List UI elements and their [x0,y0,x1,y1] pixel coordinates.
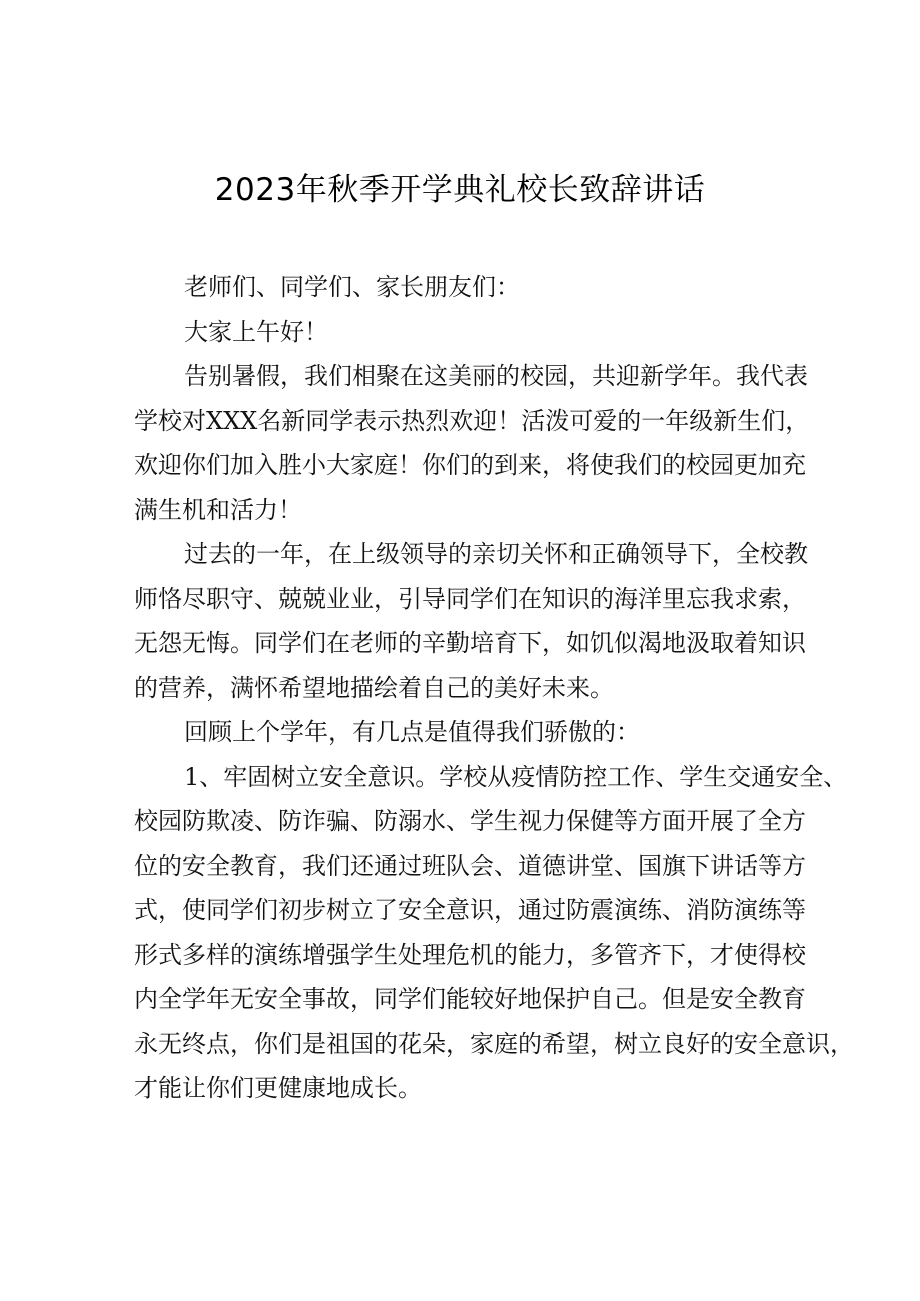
salutation-line: 老师们、同学们、家长朋友们： [184,273,520,301]
paragraph-4-line-5: 形式多样的演练增强学生处理危机的能力，多管齐下，才使得校 [134,940,806,969]
paragraph-1-line-2: 学校对XXX名新同学表示热烈欢迎！活泼可爱的一年级新生们， [134,406,810,435]
paragraph-1-line-3: 欢迎你们加入胜小大家庭！你们的到来，将使我们的校园更加充 [134,451,806,479]
paragraph-4-line-6: 内全学年无安全事故，同学们能较好地保护自己。但是安全教育 [134,985,806,1013]
paragraph-1-line-4: 满生机和活力！ [134,495,302,524]
paragraph-4-line-3: 位的安全教育，我们还通过班队会、道德讲堂、国旗下讲话等方 [134,851,806,880]
paragraph-2-line-3: 无怨无悔。同学们在老师的辛勤培育下，如饥似渴地汲取着知识 [134,629,806,657]
document-title: 2023年秋季开学典礼校长致辞讲话 [214,172,706,208]
paragraph-2-line-4: 的营养，满怀希望地描绘着自己的美好未来。 [134,673,614,702]
paragraph-2-line-2: 师恪尽职守、兢兢业业，引导同学们在知识的海洋里忘我求索， [134,584,806,613]
document-body [134,265,854,1111]
paragraph-4-line-1: 1、牢固树立安全意识。学校从疫情防控工作、学生交通安全、 [184,762,848,791]
paragraph-4-line-4: 式，使同学们初步树立了安全意识，通过防震演练、消防演练等 [134,896,806,924]
paragraph-1-line-1: 告别暑假，我们相聚在这美丽的校园，共迎新学年。我代表 [184,362,808,390]
paragraph-4-line-7: 永无终点，你们是祖国的花朵，家庭的希望，树立良好的安全意识， [134,1029,854,1058]
paragraph-2-line-1: 过去的一年，在上级领导的亲切关怀和正确领导下，全校教 [184,540,808,568]
paragraph-4-line-2: 校园防欺凌、防诈骗、防溺水、学生视力保健等方面开展了全方 [134,807,806,835]
paragraph-4-line-8: 才能让你们更健康地成长。 [134,1074,422,1102]
greeting-line: 大家上午好！ [184,317,328,346]
paragraph-3-line-1: 回顾上个学年，有几点是值得我们骄傲的： [184,718,640,746]
